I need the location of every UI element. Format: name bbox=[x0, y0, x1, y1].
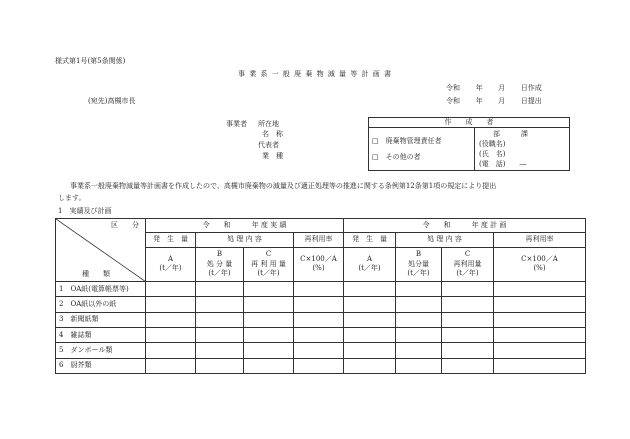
group-plan: 令 和 年 度 計 画 bbox=[344, 219, 586, 233]
year-label: 年 bbox=[475, 97, 483, 105]
option-manager[interactable]: □ 廃棄物管理責任者 bbox=[372, 136, 442, 145]
col-a-plan-code: A bbox=[366, 254, 373, 263]
position-label: (役職名) bbox=[479, 139, 506, 148]
date-submitted bbox=[446, 98, 542, 105]
date-created bbox=[446, 85, 542, 92]
input-cell[interactable] bbox=[244, 328, 294, 343]
col-b-plan bbox=[396, 247, 442, 282]
col-b bbox=[196, 247, 244, 282]
input-cell[interactable] bbox=[196, 312, 244, 327]
creator-details bbox=[475, 128, 570, 171]
input-cell[interactable] bbox=[442, 312, 494, 327]
input-cell[interactable] bbox=[294, 343, 344, 358]
input-cell[interactable] bbox=[442, 358, 494, 373]
input-cell[interactable] bbox=[294, 297, 344, 312]
input-cell[interactable] bbox=[494, 312, 586, 327]
waste-table bbox=[55, 218, 586, 374]
creator-header: 作 成 者 bbox=[369, 118, 570, 128]
col-b-unit: (t／年) bbox=[208, 269, 231, 278]
input-cell[interactable] bbox=[244, 343, 294, 358]
section-heading: 1 実績及び計画 bbox=[58, 207, 112, 215]
input-cell[interactable] bbox=[344, 282, 396, 297]
phone-label: (電 話) ― bbox=[479, 160, 527, 169]
col-c-plan-code: C bbox=[464, 250, 471, 259]
row-label: 1 OA紙(電算帳票等) bbox=[56, 282, 146, 297]
col-processing: 処 理 内 容 bbox=[196, 233, 294, 247]
row-label: 5 ダンボール類 bbox=[56, 343, 146, 358]
row-label: 2 OA紙以外の紙 bbox=[56, 297, 146, 312]
input-cell[interactable] bbox=[294, 328, 344, 343]
input-cell[interactable] bbox=[494, 358, 586, 373]
col-a-plan bbox=[344, 247, 396, 282]
dept-label: 部 課 bbox=[493, 129, 528, 138]
name-label: (氏 名) bbox=[479, 150, 506, 158]
creator-box bbox=[368, 117, 570, 171]
col-b-label: 処 分 量 bbox=[206, 259, 233, 268]
era-label: 令和 bbox=[446, 97, 460, 105]
group-actual: 令 和 年 度 実 績 bbox=[146, 219, 344, 233]
col-rate-plan bbox=[494, 247, 586, 282]
col-rate-formula: C×100／A bbox=[300, 254, 337, 263]
creator-options bbox=[369, 128, 475, 171]
input-cell[interactable] bbox=[396, 343, 442, 358]
document-title: 事 業 系 一 般 廃 棄 物 減 量 等 計 画 書 bbox=[238, 70, 392, 78]
input-cell[interactable] bbox=[442, 297, 494, 312]
table-row bbox=[56, 282, 586, 297]
col-c bbox=[244, 247, 294, 282]
table-row bbox=[56, 312, 586, 327]
input-cell[interactable] bbox=[344, 328, 396, 343]
input-cell[interactable] bbox=[146, 358, 196, 373]
input-cell[interactable] bbox=[396, 328, 442, 343]
col-c-label: 再 利 用 量 bbox=[251, 259, 286, 268]
day-label: 日提出 bbox=[520, 97, 542, 105]
col-reuse-rate-plan: 再利用率 bbox=[494, 233, 586, 247]
input-cell[interactable] bbox=[244, 312, 294, 327]
year-label: 年 bbox=[475, 84, 483, 92]
input-cell[interactable] bbox=[344, 312, 396, 327]
col-c-plan-label: 再利用量 bbox=[453, 259, 482, 268]
input-cell[interactable] bbox=[494, 328, 586, 343]
input-cell[interactable] bbox=[244, 282, 294, 297]
input-cell[interactable] bbox=[294, 282, 344, 297]
col-a bbox=[146, 247, 196, 282]
input-cell[interactable] bbox=[196, 328, 244, 343]
row-label: 4 雑誌類 bbox=[56, 328, 146, 343]
col-processing-plan: 処 理 内 容 bbox=[396, 233, 494, 247]
col-rate-plan-formula: C×100／A bbox=[521, 254, 558, 263]
input-cell[interactable] bbox=[442, 343, 494, 358]
input-cell[interactable] bbox=[146, 328, 196, 343]
diag-top-label: 区 分 bbox=[111, 221, 139, 229]
col-c-code: C bbox=[265, 250, 272, 259]
col-rate-unit: (%) bbox=[312, 264, 325, 273]
col-b-plan-unit: (t／年) bbox=[407, 269, 430, 278]
input-cell[interactable] bbox=[146, 297, 196, 312]
row-label: 6 厨芥類 bbox=[56, 358, 146, 373]
input-cell[interactable] bbox=[146, 343, 196, 358]
col-rate bbox=[294, 247, 344, 282]
body-text-line2: します。 bbox=[58, 194, 86, 202]
month-label: 月 bbox=[498, 97, 506, 105]
input-cell[interactable] bbox=[294, 312, 344, 327]
input-cell[interactable] bbox=[396, 282, 442, 297]
field-address: 所在地 bbox=[258, 120, 279, 128]
col-reuse-rate: 再利用率 bbox=[294, 233, 344, 247]
input-cell[interactable] bbox=[494, 282, 586, 297]
business-label: 事業者 bbox=[226, 120, 247, 128]
input-cell[interactable] bbox=[196, 282, 244, 297]
col-b-plan-code: B bbox=[415, 250, 422, 259]
input-cell[interactable] bbox=[196, 343, 244, 358]
col-rate-plan-unit: (%) bbox=[533, 264, 546, 273]
input-cell[interactable] bbox=[344, 297, 396, 312]
field-industry: 業 種 bbox=[262, 152, 283, 160]
diag-bottom-label: 種 類 bbox=[82, 270, 110, 279]
col-c-plan-unit: (t／年) bbox=[456, 269, 479, 278]
input-cell[interactable] bbox=[442, 282, 494, 297]
addressee: (宛先)高槻市長 bbox=[88, 97, 136, 105]
input-cell[interactable] bbox=[196, 358, 244, 373]
row-label: 3 新聞紙類 bbox=[56, 312, 146, 327]
input-cell[interactable] bbox=[196, 297, 244, 312]
body-text-line1: 事業系一般廃棄物減量等計画書を作成したので、高槻市廃棄物の減量及び適正処理等の推進に関する条例第12条第1項の規定により提出 bbox=[70, 182, 497, 190]
day-label: 日作成 bbox=[520, 84, 542, 92]
input-cell[interactable] bbox=[244, 358, 294, 373]
col-b-code: B bbox=[216, 250, 223, 259]
table-row bbox=[56, 297, 586, 312]
input-cell[interactable] bbox=[146, 282, 196, 297]
col-c-unit: (t／年) bbox=[257, 269, 280, 278]
option-other[interactable]: □ その他の者 bbox=[372, 153, 421, 161]
input-cell[interactable] bbox=[244, 297, 294, 312]
col-b-plan-label: 処分量 bbox=[408, 259, 429, 268]
table-row bbox=[56, 343, 586, 358]
input-cell[interactable] bbox=[344, 343, 396, 358]
table-row bbox=[56, 328, 586, 343]
col-generation-plan: 発 生 量 bbox=[344, 233, 396, 247]
input-cell[interactable] bbox=[494, 343, 586, 358]
input-cell[interactable] bbox=[396, 312, 442, 327]
input-cell[interactable] bbox=[396, 358, 442, 373]
input-cell[interactable] bbox=[494, 297, 586, 312]
col-a-code: A bbox=[167, 254, 174, 263]
field-name: 名 称 bbox=[262, 130, 283, 138]
field-representative: 代表者 bbox=[258, 141, 279, 149]
diagonal-header-cell bbox=[56, 219, 146, 282]
era-label: 令和 bbox=[446, 84, 460, 92]
input-cell[interactable] bbox=[146, 312, 196, 327]
col-a-unit: (t／年) bbox=[159, 264, 182, 273]
month-label: 月 bbox=[498, 84, 506, 92]
form-number: 様式第1号(第5条関係) bbox=[55, 57, 126, 65]
input-cell[interactable] bbox=[442, 328, 494, 343]
col-generation: 発 生 量 bbox=[146, 233, 196, 247]
col-a-plan-unit: (t／年) bbox=[358, 264, 381, 273]
col-c-plan bbox=[442, 247, 494, 282]
input-cell[interactable] bbox=[294, 358, 344, 373]
table-row bbox=[56, 358, 586, 373]
input-cell[interactable] bbox=[396, 297, 442, 312]
input-cell[interactable] bbox=[344, 358, 396, 373]
